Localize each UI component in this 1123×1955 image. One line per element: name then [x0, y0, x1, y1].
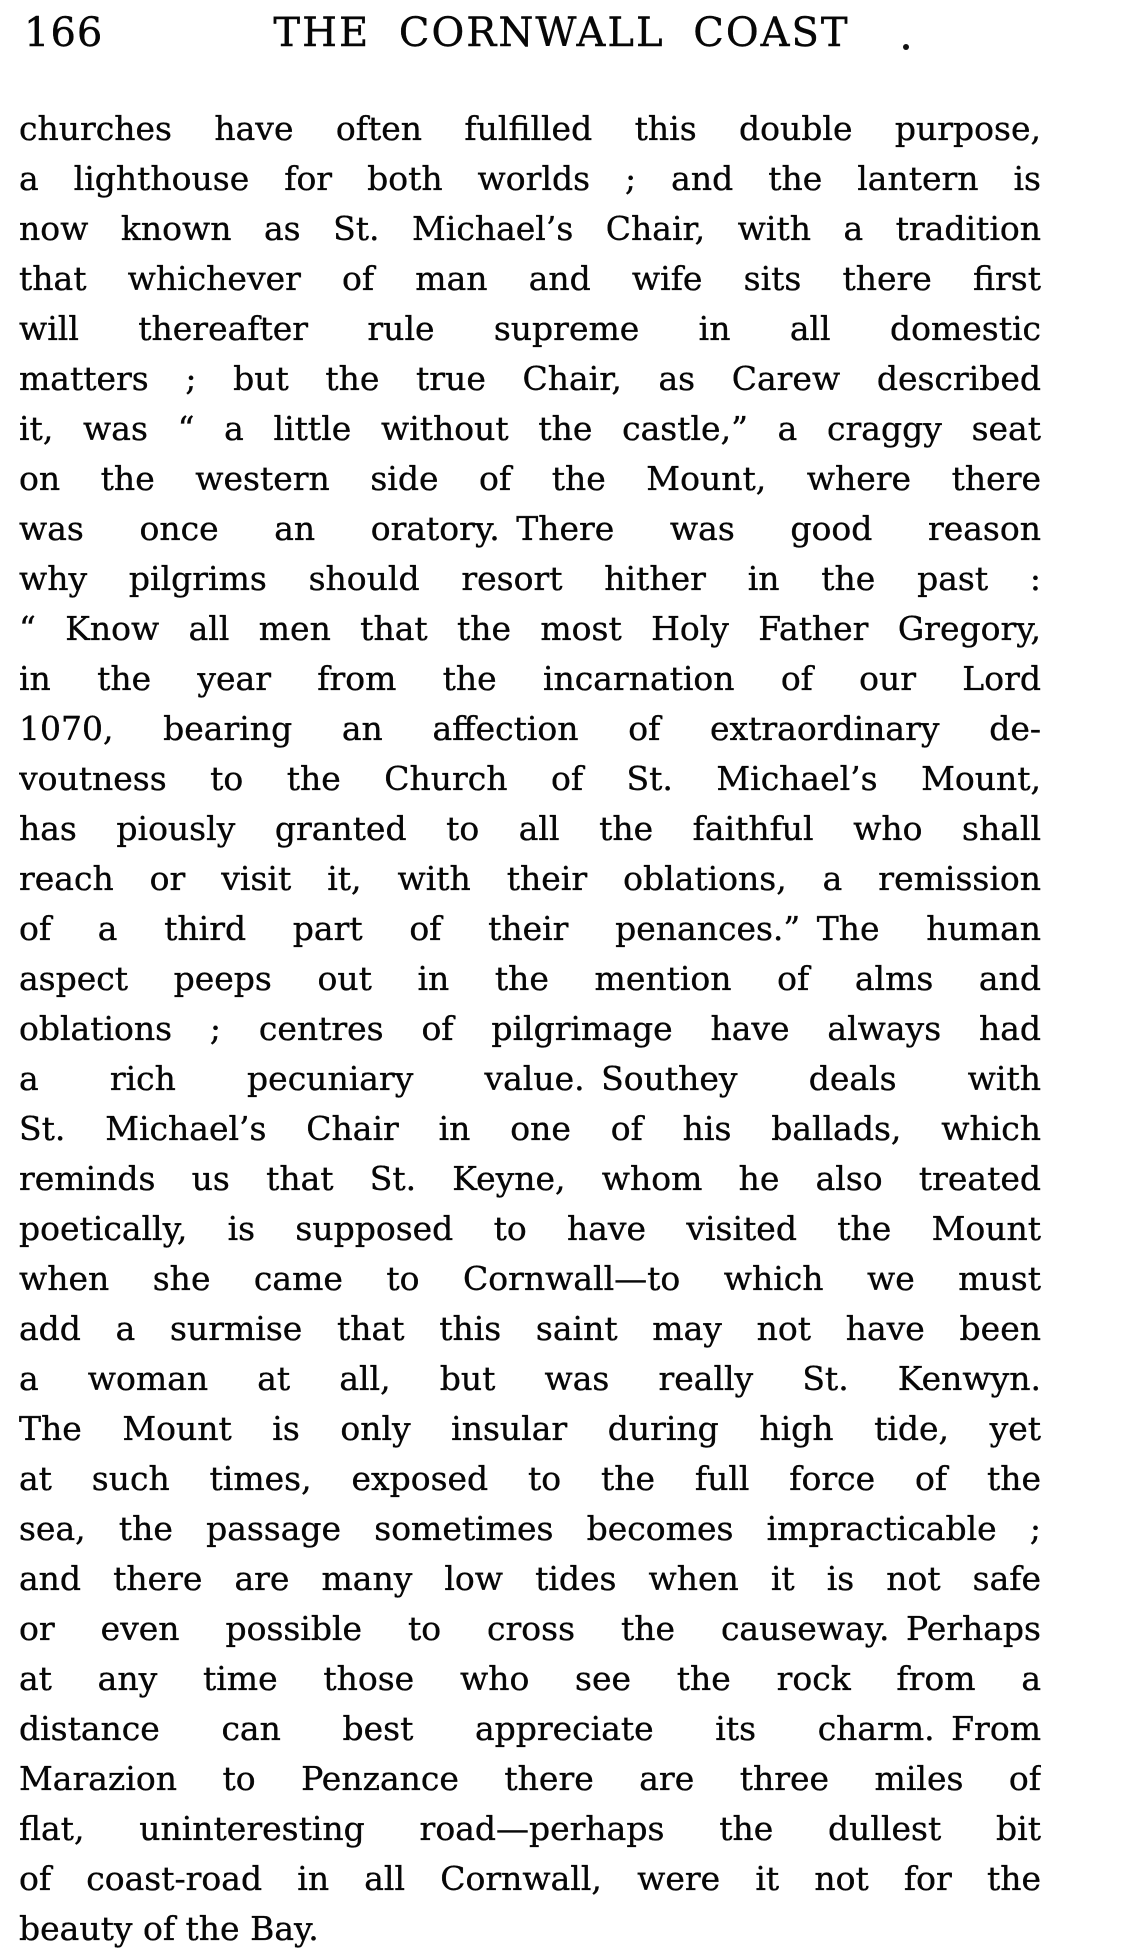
text-line: voutness to the Church of St. Michael’s Mount,	[19, 759, 1041, 798]
text-line: a woman at all, but was really St. Kenwyn.	[19, 1359, 1041, 1398]
text-line: sea, the passage sometimes becomes impracticable ;	[19, 1509, 1041, 1548]
text-line: poetically, is supposed to have visited the Mount	[19, 1209, 1041, 1248]
text-line: why pilgrims should resort hither in the past :	[19, 559, 1041, 598]
scan-artifact-dot	[903, 44, 909, 50]
text-line: beauty of the Bay.	[19, 1909, 319, 1948]
text-line: in the year from the incarnation of our Lord	[19, 659, 1041, 698]
text-line: of a third part of their penances.” The human	[19, 909, 1041, 948]
text-line: oblations ; centres of pilgrimage have always had	[19, 1009, 1041, 1048]
page-number: 166	[24, 10, 104, 56]
text-line: at any time those who see the rock from a	[19, 1659, 1041, 1698]
text-line: it, was “ a little without the castle,” a craggy seat	[19, 409, 1041, 448]
text-line: will thereafter rule supreme in all domestic	[19, 309, 1041, 348]
text-line: on the western side of the Mount, where there	[19, 459, 1041, 498]
text-line: distance can best appreciate its charm. From	[19, 1709, 1041, 1748]
running-title: THE CORNWALL COAST	[273, 10, 850, 56]
text-line: flat, uninteresting road—perhaps the dullest bit	[19, 1809, 1041, 1848]
text-line: has piously granted to all the faithful who shall	[19, 809, 1041, 848]
text-line: of coast-road in all Cornwall, were it not for the	[19, 1859, 1041, 1898]
text-line: or even possible to cross the causeway. Perhaps	[19, 1609, 1041, 1648]
text-line: Marazion to Penzance there are three miles of	[19, 1759, 1041, 1798]
page-header	[0, 0, 1123, 72]
text-line: aspect peeps out in the mention of alms and	[19, 959, 1041, 998]
text-line: when she came to Cornwall—to which we must	[19, 1259, 1041, 1298]
text-line: was once an oratory. There was good reason	[19, 509, 1041, 548]
text-line: reminds us that St. Keyne, whom he also treated	[19, 1159, 1041, 1198]
text-line: at such times, exposed to the full force of the	[19, 1459, 1041, 1498]
text-line: and there are many low tides when it is not safe	[19, 1559, 1041, 1598]
text-line: that whichever of man and wife sits there first	[19, 259, 1041, 298]
text-line: “ Know all men that the most Holy Father Gregory,	[19, 609, 1041, 648]
text-line: now known as St. Michael’s Chair, with a tradition	[19, 209, 1041, 248]
text-line: a lighthouse for both worlds ; and the lantern is	[19, 159, 1041, 198]
text-line: matters ; but the true Chair, as Carew described	[19, 359, 1041, 398]
text-line: add a surmise that this saint may not have been	[19, 1309, 1041, 1348]
text-line: St. Michael’s Chair in one of his ballads, which	[19, 1109, 1041, 1148]
text-line: 1070, bearing an affection of extraordinary de-	[19, 709, 1041, 748]
text-line: The Mount is only insular during high tide, yet	[19, 1409, 1041, 1448]
body-text	[19, 104, 1041, 1954]
text-line: reach or visit it, with their oblations, a remission	[19, 859, 1041, 898]
text-line: churches have often fulfilled this double purpose,	[19, 109, 1041, 148]
text-line: a rich pecuniary value. Southey deals with	[19, 1059, 1041, 1098]
